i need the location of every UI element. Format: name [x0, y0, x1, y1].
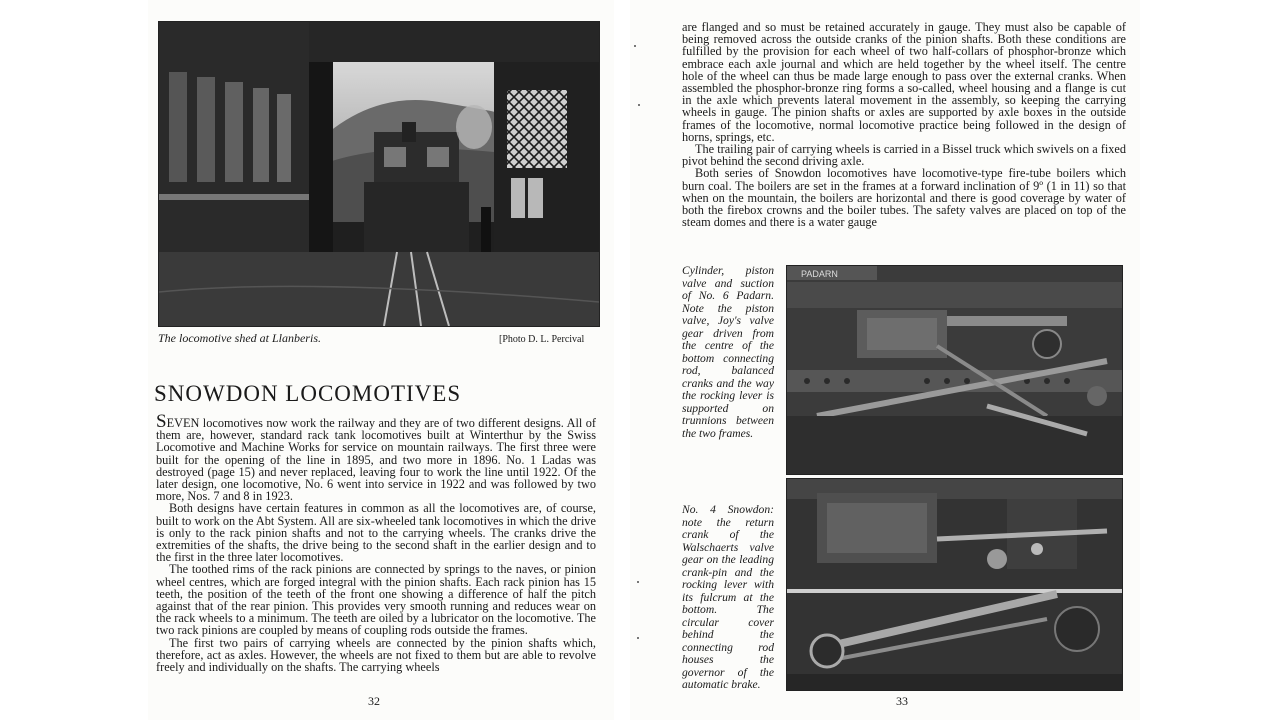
page-number-right: 33 — [896, 694, 908, 708]
paragraph-2: Both designs have certain features in common as all the locomotives are, of course, built to work on the Abt System. All are six-wheeled tank locomotives in which the drive is only to the rack pinion shafts and not to the carrying wheels. The cranks drive the extremities of the shafts, the drive being to the second shaft in the earlier design and to the first in the three later locomotives. — [156, 501, 596, 565]
right-page — [630, 0, 1140, 720]
page-number-left: 32 — [368, 694, 380, 708]
right-paragraph-1: are flanged and so must be retained accurately in gauge. They must also be capable of being removed across the outside cranks of the pinion shafts. Both these conditions are fulfilled by the provision for each wheel of two half-collars of phosphor-bronze which embrace each axle journal and which are held together by the wheel itself. The centre hole of the wheel can thus be made large enough to pass over the external cranks. When assembled the phosphor-bronze ring forms a so-called, wheel housing and a flange is cut in the axle which prevents lateral movement in the assembly, so keeping the carrying wheels in gauge. The pinion shafts or axles are supported by axle boxes in the outside frames of the locomotive, normal locomotive practice being followed in the design of horns, springs, etc. — [682, 20, 1126, 144]
scan-mark — [637, 581, 639, 583]
article-heading: SNOWDON LOCOMOTIVES — [154, 381, 462, 406]
left-page — [148, 0, 614, 720]
opening-paragraph — [156, 411, 596, 504]
right-paragraph-2: The trailing pair of carrying wheels is carried in a Bissel truck which swivels on a fixed pivot behind the second driving axle. — [682, 142, 1126, 169]
right-paragraph-3: Both series of Snowdon locomotives have locomotive-type fire-tube boilers which burn coal. The boilers are set in the frames at a forward inclination of 9º (1 in 11) so that when on the mountain, the boilers are horizontal and there is good coverage by water of both the firebox crowns and the boiler tubes. The safety valves are placed on top of the steam domes and there is a water gauge — [682, 166, 1126, 230]
drop-cap: S — [156, 411, 167, 432]
scan-mark — [638, 104, 640, 106]
photo-credit: [Photo D. L. Percival — [499, 334, 585, 345]
photo-caption: The locomotive shed at Llanberis. — [158, 331, 321, 345]
scan-mark — [637, 637, 639, 639]
caption-padarn: Cylinder, piston valve and suction of No. 6 Padarn. Note the piston valve, Joy's valve gear driven from the centre of the bottom connecting rod, balanced cranks and the way the rocking lever is supported on trunnions between the two frames. — [682, 264, 774, 440]
opening-line: EVEN locomotives now work the railway and they are of two different designs. — [166, 416, 564, 430]
snowdon-valve-gear-photo — [786, 478, 1123, 691]
padarn-valve-gear-photo — [786, 265, 1123, 475]
caption-snowdon: No. 4 Snowdon: note the return crank of the Walschaerts valve gear on the leading crank-pin and the rocking lever with its fulcrum at the bottom. The circular cover behind the connecting rod houses the governor of the automatic brake. — [682, 503, 774, 691]
paragraph-1: All of them are, however, standard rack tank locomotives built at Winterthur by the Swiss Locomotive and Machine Works for service on mountain railways. The first three were built for the opening of the line in 1895, and two more in 1896. No. 1 Ladas was destroyed (page 15) and never replaced, leaving four to work the line until 1922. Of the later design, one locomotive, No. 6 went into service in 1922 and was followed by two more, Nos. 7 and 8 in 1923. — [156, 416, 596, 504]
left-body-text — [156, 411, 596, 675]
right-body-text — [682, 21, 1126, 228]
paragraph-4: The first two pairs of carrying wheels are connected by the pinion shafts which, therefore, act as axles. However, the wheels are not fixed to them but are able to revolve freely and individually on the shafts. The carrying wheels — [156, 635, 596, 675]
locomotive-shed-photo — [158, 21, 600, 327]
padarn-nameplate: PADARN — [801, 269, 838, 279]
scan-mark — [634, 45, 636, 47]
paragraph-3: The toothed rims of the rack pinions are connected by springs to the naves, or pinion wheel centres, which are forged integral with the pinion shafts. Each rack pinion has 15 teeth, the position of the teeth of the front one showing a difference of half the pitch against that of the rear pinion. This provides very smooth running and reduces wear on the rack wheels to a minimum. The teeth are oiled by a lubricator on the locomotive. The two rack pinions are coupled by means of coupling rods outside the frames. — [156, 562, 596, 638]
